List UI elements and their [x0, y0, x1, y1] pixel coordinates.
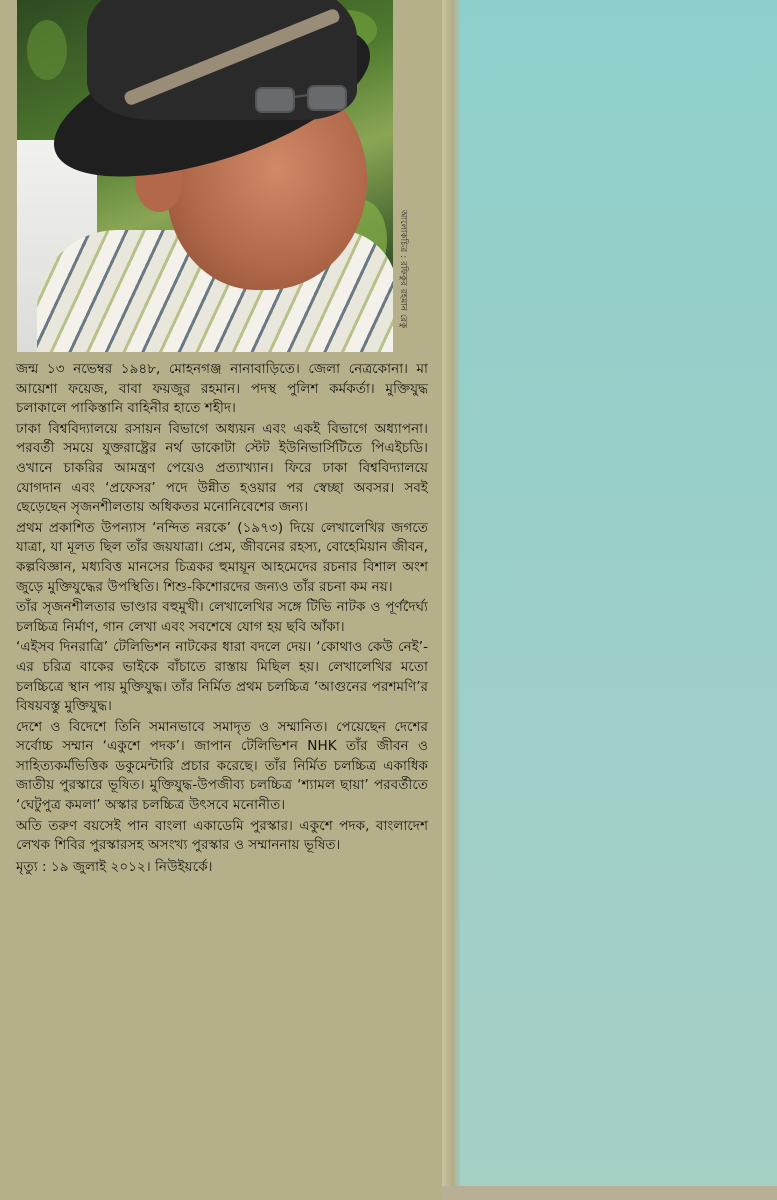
- bottom-strip: [442, 1186, 777, 1200]
- bio-paragraph: প্রথম প্রকাশিত উপন্যাস ‘নন্দিত নরকে’ (১৯৭৩) দিয়ে লেখালেখির জগতে যাত্রা, যা মূলত ছিল তাঁর জয়যাত্রা। প্রেম, জীবনের রহস্য, বোহেমিয়ান জীবন, কল্পবিজ্ঞান, মধ্যবিত্ত মানসের চিত্রকর হুমায়ূন আহমেদের রচনার বিশাল অংশ জুড়ে মুক্তিযুদ্ধের উপস্থিতি। শিশু-কিশোরদের জন্যও তাঁর রচনা কম নয়।: [16, 519, 428, 595]
- bio-paragraph: দেশে ও বিদেশে তিনি সমানভাবে সমাদৃত ও সম্মানিত। পেয়েছেন দেশের সর্বোচ্চ সম্মান ‘একুশে পদক’। জাপান টেলিভিশন NHK তাঁর জীবন ও সাহিত্যকর্মভিত্তিক ডকুমেন্টারি প্রচার করেছে। তাঁর নির্মিত চলচ্চিত্র একাধিক জাতীয় পুরস্কারে ভূষিত। মুক্তিযুদ্ধ-উপজীব্য চলচ্চিত্র ‘শ্যামল ছায়া’ পরবর্তীতে ‘ঘেটুপুত্র কমলা’ অস্কার চলচ্চিত্র উৎসবে মনোনীত।: [16, 718, 428, 814]
- flap-edge: [442, 0, 460, 1200]
- author-photo: [17, 0, 393, 352]
- foliage: [27, 20, 67, 80]
- eyeglasses-icon: [252, 82, 352, 118]
- death-line: মৃত্যু : ১৯ জুলাই ২০১২। নিউইয়র্কে।: [16, 858, 213, 875]
- bio-paragraph: তাঁর সৃজনশীলতার ভাণ্ডার বহুমুখী। লেখালেখির সঙ্গে টিভি নাটক ও পূর্ণদৈর্ঘ্য চলচ্চিত্র নির্মাণ, গান লেখা এবং সবশেষে যোগ হয় ছবি আঁকা।: [16, 599, 428, 635]
- photo-credit: আলোকচিত্র : রফিকুর রহমান রেকু: [398, 210, 408, 329]
- cover-panel: [460, 0, 777, 1200]
- bio-paragraph: অতি তরুণ বয়সেই পান বাংলা একাডেমি পুরস্কার। একুশে পদক, বাংলাদেশ লেখক শিবির পুরস্কারসহ অসংখ্য পুরস্কার ও সম্মাননায় ভূষিত।: [16, 817, 428, 854]
- bio-paragraph: জন্ম ১৩ নভেম্বর ১৯৪৮, মোহনগঞ্জ নানাবাড়িতে। জেলা নেত্রকোনা। মা আয়েশা ফয়েজ, বাবা ফয়জুর রহমান। পদস্থ পুলিশ কর্মকর্তা। মুক্তিযুদ্ধ চলাকালে পাকিস্তানি বাহিনীর হাতে শহীদ।: [16, 361, 428, 417]
- bio-paragraph: ‘এইসব দিনরাত্রি’ টেলিভিশন নাটকের ধারা বদলে দেয়। ‘কোথাও কেউ নেই’-এর চরিত্র বাকের ভাইকে বাঁচাতে রাস্তায় মিছিল হয়। লেখালেখির মতো চলচ্চিত্রে স্থান পায় মুক্তিযুদ্ধ। তাঁর নির্মিত প্রথম চলচ্চিত্র ‘আগুনের পরশমণি’র বিষয়বস্তু মুক্তিযুদ্ধ।: [16, 639, 428, 715]
- author-bio: [16, 360, 428, 878]
- bio-paragraph: ঢাকা বিশ্ববিদ্যালয়ে রসায়ন বিভাগে অধ্যয়ন এবং একই বিভাগে অধ্যাপনা। পরবর্তী সময়ে যুক্তরাষ্ট্রের নর্থ ডাকোটা স্টেট ইউনিভার্সিটিতে পিএইচডি। ওখানে চাকরির আমন্ত্রণ পেয়েও প্রত্যাখ্যান। ফিরে ঢাকা বিশ্ববিদ্যালয়ে যোগদান এবং ‘প্রফেসর’ পদে উন্নীত হওয়ার পর স্বেচ্ছা অবসর। সবই ছেড়েছেন সৃজনশীলতায় অধিকতর মনোনিবেশের জন্য।: [16, 420, 428, 516]
